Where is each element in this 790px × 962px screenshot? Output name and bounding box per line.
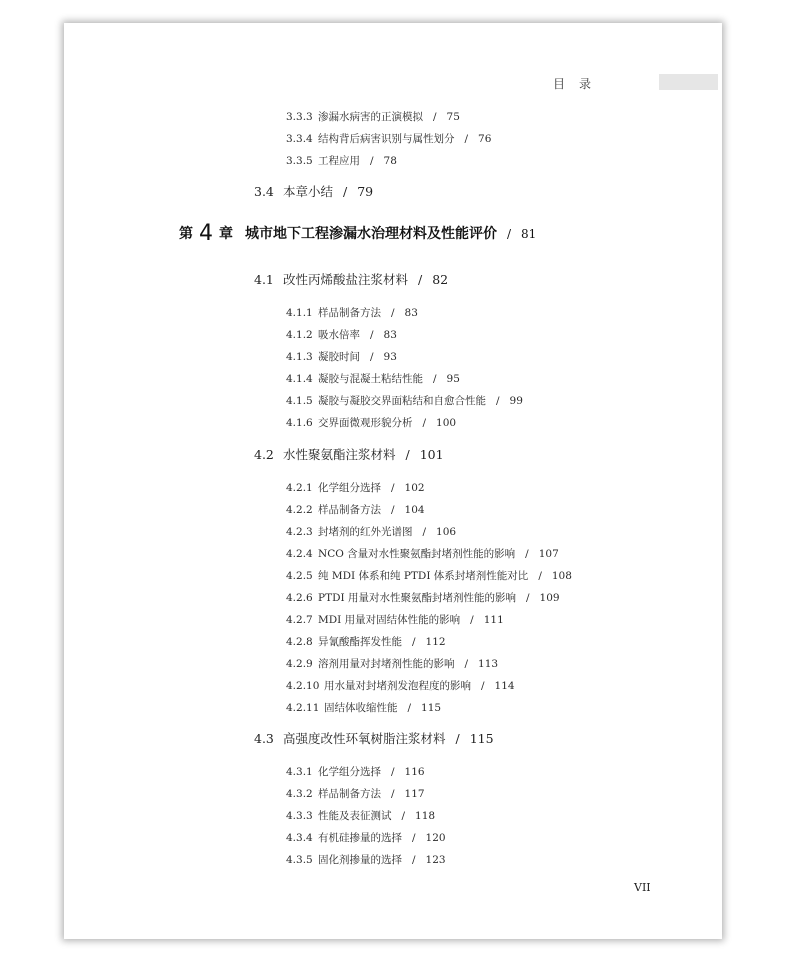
toc-entry <box>286 352 397 363</box>
toc-entry-page: 123 <box>425 854 446 866</box>
toc-entry <box>286 483 425 494</box>
toc-entry-number: 4.1.6 <box>286 417 313 429</box>
toc-entry-page: 117 <box>404 788 425 800</box>
toc-entry-number: 4.1.5 <box>286 395 313 407</box>
toc-separator: / <box>407 702 412 714</box>
toc-entry <box>254 186 373 199</box>
toc-entry-title: 性能及表征测试 <box>318 810 392 822</box>
toc-entry-number: 4.1.4 <box>286 373 313 385</box>
toc-entry-number: 4.2.3 <box>286 526 313 538</box>
toc-entry-page: 83 <box>404 307 418 319</box>
toc-entry-title: 固化剂掺量的选择 <box>318 854 402 866</box>
toc-entry-page: 104 <box>404 504 425 516</box>
toc-entry <box>286 330 397 341</box>
toc-separator: / <box>470 614 474 626</box>
toc-entry-page: 112 <box>425 636 446 648</box>
toc-entry-title: 纯 MDI 体系和纯 PTDI 体系封堵剂性能对比 <box>318 570 529 582</box>
toc-entry <box>286 811 435 822</box>
toc-entry-title: 溶剂用量对封堵剂性能的影响 <box>318 658 455 670</box>
toc-entry-title: 改性丙烯酸盐注浆材料 <box>283 272 409 287</box>
toc-separator: / <box>455 731 460 746</box>
toc-entry-page: 100 <box>436 417 457 429</box>
toc-entry-title: 化学组分选择 <box>318 482 381 494</box>
toc-entry <box>286 396 523 407</box>
toc-separator: / <box>412 636 416 648</box>
toc-entry-number: 4.3.2 <box>286 788 313 800</box>
toc-entry-number: 4.2.5 <box>286 570 313 582</box>
toc-separator: / <box>525 592 530 604</box>
toc-separator: / <box>538 570 542 582</box>
toc-separator: / <box>343 184 348 199</box>
toc-entry <box>286 549 559 560</box>
toc-entry <box>286 767 425 778</box>
toc-entry-number: 4.2.6 <box>286 592 313 604</box>
toc-separator: / <box>405 447 410 462</box>
toc-entry-page: 111 <box>483 614 504 626</box>
toc-entry-number: 4.3.3 <box>286 810 313 822</box>
toc-entry-number: 4.3.4 <box>286 832 313 844</box>
toc-separator: / <box>391 788 395 800</box>
toc-entry <box>286 527 456 538</box>
toc-separator: / <box>464 133 469 145</box>
toc-separator: / <box>433 111 437 123</box>
toc-separator: / <box>370 351 374 363</box>
header-tab-bar <box>659 74 718 90</box>
toc-entry <box>286 659 498 670</box>
toc-entry-page: 116 <box>404 766 425 778</box>
toc-entry-title: 样品制备方法 <box>318 307 381 319</box>
toc-entry-number: 4.1 <box>254 272 274 287</box>
toc-entry-title: 工程应用 <box>318 155 360 167</box>
toc-entry-title: 固结体收缩性能 <box>324 702 398 714</box>
toc-entry <box>254 733 494 746</box>
toc-entry <box>286 308 418 319</box>
chapter-heading: 第 4 章 城市地下工程渗漏水治理材料及性能评价 / 81 <box>179 221 537 246</box>
toc-separator: / <box>370 155 374 167</box>
chapter-number: 4 <box>199 221 213 246</box>
toc-separator: / <box>391 307 395 319</box>
toc-entry-number: 4.2.1 <box>286 482 313 494</box>
toc-entry-number: 3.4 <box>254 184 274 199</box>
toc-entry-number: 4.1.2 <box>286 329 313 341</box>
toc-entry-page: 114 <box>494 680 515 692</box>
toc-entry-page: 109 <box>539 592 560 604</box>
toc-entry-title: 渗漏水病害的正演模拟 <box>318 111 423 123</box>
toc-separator: / <box>391 482 395 494</box>
toc-entry <box>286 637 446 648</box>
toc-entry-page: 76 <box>478 133 492 145</box>
toc-entry-page: 82 <box>432 272 449 287</box>
toc-entry-title: 水性聚氨酯注浆材料 <box>283 447 396 462</box>
toc-separator: / <box>422 417 427 429</box>
toc-entry <box>286 134 491 145</box>
chapter-title: 城市地下工程渗漏水治理材料及性能评价 <box>245 226 497 242</box>
toc-entry-number: 4.3.1 <box>286 766 313 778</box>
toc-entry-title: 样品制备方法 <box>318 788 381 800</box>
toc-entry-number: 3.3.4 <box>286 133 313 145</box>
toc-entry-page: 75 <box>446 111 460 123</box>
toc-entry-title: 化学组分选择 <box>318 766 381 778</box>
toc-entry-page: 83 <box>383 329 397 341</box>
toc-entry-title: 异氰酸酯挥发性能 <box>318 636 402 648</box>
toc-entry-page: 79 <box>357 184 374 199</box>
toc-entry <box>286 681 515 692</box>
toc-entry-page: 78 <box>383 155 397 167</box>
toc-entry-number: 4.3 <box>254 731 274 746</box>
toc-separator: / <box>496 395 500 407</box>
toc-entry <box>286 703 441 714</box>
toc-entry-number: 4.2.2 <box>286 504 313 516</box>
toc-entry-title: 吸水倍率 <box>318 329 360 341</box>
toc-entry-title: PTDI 用量对水性聚氨酯封堵剂性能的影响 <box>318 592 516 604</box>
running-header: 目录 <box>552 77 605 91</box>
toc-separator: / <box>391 504 395 516</box>
toc-entry <box>286 156 397 167</box>
toc-entry-number: 4.2.9 <box>286 658 313 670</box>
toc-entry-number: 4.2.11 <box>286 702 320 714</box>
toc-entry-page: 99 <box>509 395 523 407</box>
toc-entry-page: 115 <box>421 702 442 714</box>
toc-separator: / <box>370 329 374 341</box>
toc-entry-title: 有机硅掺量的选择 <box>318 832 402 844</box>
toc-entry-number: 3.3.3 <box>286 111 313 123</box>
toc-entry <box>286 615 504 626</box>
toc-entry-page: 95 <box>446 373 460 385</box>
toc-entry <box>286 505 425 516</box>
toc-entry-title: NCO 含量对水性聚氨酯封堵剂性能的影响 <box>318 548 516 560</box>
toc-entry-page: 120 <box>425 832 446 844</box>
toc-entry-title: 高强度改性环氧树脂注浆材料 <box>283 731 446 746</box>
toc-entry-title: 凝胶与凝胶交界面粘结和自愈合性能 <box>318 395 486 407</box>
toc-entry-page: 107 <box>538 548 559 560</box>
page-folio: VII <box>634 881 651 894</box>
toc-separator: / <box>525 548 529 560</box>
toc-entry-number: 4.3.5 <box>286 854 313 866</box>
toc-entry-number: 4.1.3 <box>286 351 313 363</box>
toc-entry-page: 113 <box>478 658 499 670</box>
toc-entry-title: 本章小结 <box>283 184 334 199</box>
toc-entry-number: 4.2.4 <box>286 548 313 560</box>
toc-entry-number: 4.2.8 <box>286 636 313 648</box>
toc-entry-page: 115 <box>469 731 494 746</box>
toc-entry-number: 4.2 <box>254 447 274 462</box>
toc-entry-page: 102 <box>404 482 425 494</box>
toc-entry-title: 交界面微观形貌分析 <box>318 417 413 429</box>
toc-entry-title: 样品制备方法 <box>318 504 381 516</box>
toc-entry <box>286 855 446 866</box>
toc-separator: / <box>422 526 427 538</box>
toc-entry-page: 101 <box>419 447 444 462</box>
toc-entry-number: 3.3.5 <box>286 155 313 167</box>
toc-entry-page: 106 <box>436 526 457 538</box>
toc-separator: / <box>418 272 423 287</box>
toc-separator: / <box>433 373 437 385</box>
toc-entry-page: 108 <box>551 570 572 582</box>
toc-entry <box>286 418 456 429</box>
toc-entry-number: 4.2.10 <box>286 680 320 692</box>
toc-entry <box>286 833 446 844</box>
toc-entry <box>286 593 560 604</box>
chapter-prefix: 第 <box>179 226 193 242</box>
toc-entry-title: 结构背后病害识别与属性划分 <box>318 133 455 145</box>
toc-entry-title: 凝胶时间 <box>318 351 360 363</box>
toc-separator: / <box>412 854 416 866</box>
toc-entry <box>286 112 460 123</box>
toc-entry-number: 4.1.1 <box>286 307 313 319</box>
toc-entry-title: 用水量对封堵剂发泡程度的影响 <box>324 680 471 692</box>
toc-entry <box>286 571 572 582</box>
toc-separator: / <box>412 832 416 844</box>
toc-entry <box>254 449 444 462</box>
toc-separator: / <box>391 766 395 778</box>
chapter-suffix: 章 <box>219 226 233 242</box>
toc-separator: / <box>401 810 406 822</box>
toc-separator: / <box>464 658 469 670</box>
toc-entry-page: 118 <box>415 810 436 822</box>
toc-separator: / <box>481 680 485 692</box>
toc-entry-title: 封堵剂的红外光谱图 <box>318 526 413 538</box>
toc-entry-title: 凝胶与混凝土粘结性能 <box>318 373 423 385</box>
toc-entry-number: 4.2.7 <box>286 614 313 626</box>
toc-entry <box>254 274 448 287</box>
toc-entry <box>286 789 425 800</box>
toc-entry <box>286 374 460 385</box>
chapter-page: 81 <box>521 227 537 241</box>
toc-entry-title: MDI 用量对固结体性能的影响 <box>318 614 461 626</box>
toc-entry-page: 93 <box>383 351 397 363</box>
